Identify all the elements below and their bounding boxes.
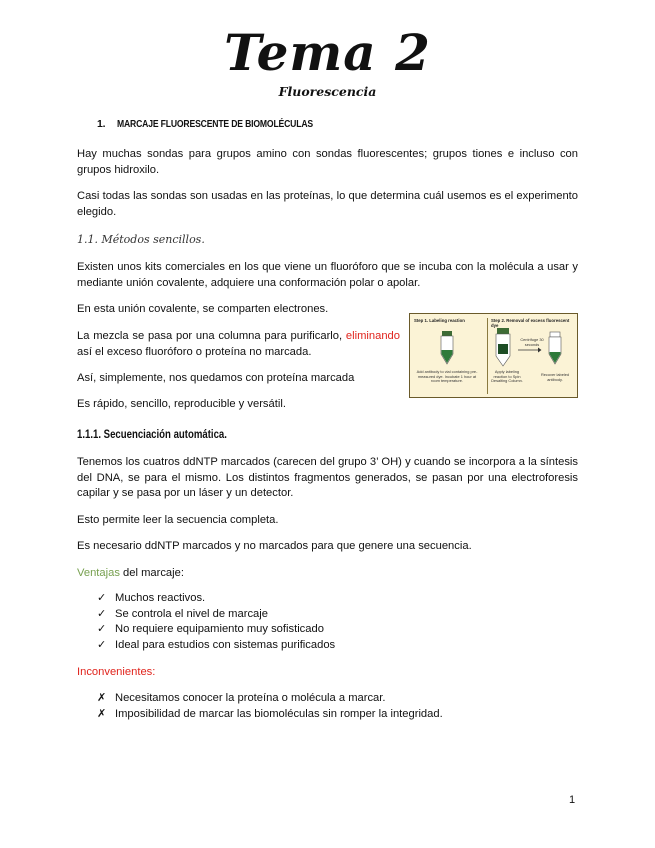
page-subtitle: Fluorescencia [278, 84, 377, 99]
highlight-eliminando: eliminando [345, 330, 400, 342]
ventajas-word: Ventajas [77, 567, 120, 579]
check-icon: ✓ [97, 607, 107, 620]
inconvenientes-list [97, 691, 443, 722]
list-item [97, 622, 335, 638]
figure-step1-label: Step 1. Labeling reaction [414, 318, 465, 323]
paragraph-3: Existen unos kits comerciales en los que viene un fluoróforo que se incuba con la molécula a usar y mediante unión covalente, adquiere una conformación polar o apolar. [77, 261, 578, 289]
list-item-text: Se controla el nivel de marcaje [115, 607, 268, 620]
paragraph-5 [77, 329, 400, 360]
paragraph-4: En esta unión covalente, se comparten electrones. [77, 303, 329, 315]
paragraph-5-part-a: La mezcla se pasa por una columna para purificarlo, [77, 330, 343, 342]
list-item-text: Imposibilidad de marcar las biomoléculas sin romper la integridad. [115, 707, 443, 720]
tube-3-cap [550, 332, 560, 337]
cross-icon: ✗ [97, 692, 107, 704]
figure-caption-1: Add antibody to vial containing pre-measured dye. Incubate 1 hour at room temperature. [416, 369, 478, 384]
page-title: Tema 2 [224, 23, 431, 82]
paragraph-5-part-b: así el exceso fluoróforo o proteína no marcada. [77, 345, 312, 358]
paragraph-10: Es necesario ddNTP marcados y no marcados para que genere una secuencia. [77, 540, 472, 552]
paragraph-6: Así, simplemente, nos quedamos con proteína marcada [77, 372, 355, 384]
list-item [97, 591, 335, 607]
ventajas-heading [77, 566, 578, 582]
subheading-1-1-1: 1.1.1. Secuenciación automática. [77, 427, 227, 441]
figure-tubes-illustration [410, 314, 579, 399]
check-icon: ✓ [97, 623, 107, 636]
column-cap [497, 328, 509, 334]
figure-caption-3: Recover labeled antibody. [540, 372, 570, 382]
section-number: 1. [97, 118, 106, 130]
figure-step2-label: Step 2. Removal of excess fluorescent dye [491, 318, 570, 328]
section-heading-1 [97, 118, 356, 130]
section-title: MARCAJE FLUORESCENTE DE BIOMOLÉCULAS [117, 118, 313, 130]
inconvenientes-rest: : [152, 666, 156, 678]
column-resin [498, 344, 508, 354]
paragraph-2: Casi todas las sondas son usadas en las proteínas, lo que determina cuál usemos es el experimento elegido. [77, 190, 578, 218]
figure-centrifuge-label: Centrifuge 30 seconds [520, 337, 544, 347]
list-item [97, 607, 335, 623]
arrow-icon [538, 348, 542, 353]
list-item-text: Ideal para estudios con sistemas purificados [115, 639, 336, 652]
list-item-text: Muchos reactivos. [115, 592, 206, 604]
paragraph-7: Es rápido, sencillo, reproducible y versátil. [77, 398, 286, 410]
ventajas-list [97, 591, 335, 654]
labeling-figure [409, 313, 578, 398]
ventajas-rest: del marcaje: [119, 567, 184, 579]
check-icon: ✓ [97, 639, 107, 652]
tube-1-cap [442, 331, 452, 336]
paragraph-9: Esto permite leer la secuencia completa. [77, 514, 279, 526]
list-item [97, 691, 443, 707]
inconvenientes-heading [77, 665, 578, 681]
list-item [97, 638, 335, 654]
inconvenientes-word: Inconvenientes [77, 666, 153, 678]
subheading-1-1: 1.1. Métodos sencillos. [77, 233, 205, 246]
paragraph-8: Tenemos los cuatros ddNTP marcados (carecen del grupo 3’ OH) y cuando se incorpora a la síntesis del DNA, se para el mismo. Los distintos fragmentos generados, se pasan por una electroforesis capilar y se pasa por un láser y un detector. [77, 456, 578, 499]
figure-caption-2: Apply labeling reaction to Spin Desalting Column. [491, 369, 523, 384]
check-icon: ✓ [97, 592, 107, 604]
tube-1-liquid [442, 350, 453, 363]
list-item [97, 707, 443, 723]
page-number: 1 [569, 794, 576, 806]
cross-icon: ✗ [97, 707, 107, 720]
list-item-text: Necesitamos conocer la proteína o molécula a marcar. [115, 692, 386, 704]
paragraph-1: Hay muchas sondas para grupos amino con sondas fluorescentes; grupos tiones e incluso con grupos hidroxilo. [77, 148, 578, 176]
list-item-text: No requiere equipamiento muy sofisticado [115, 623, 324, 636]
